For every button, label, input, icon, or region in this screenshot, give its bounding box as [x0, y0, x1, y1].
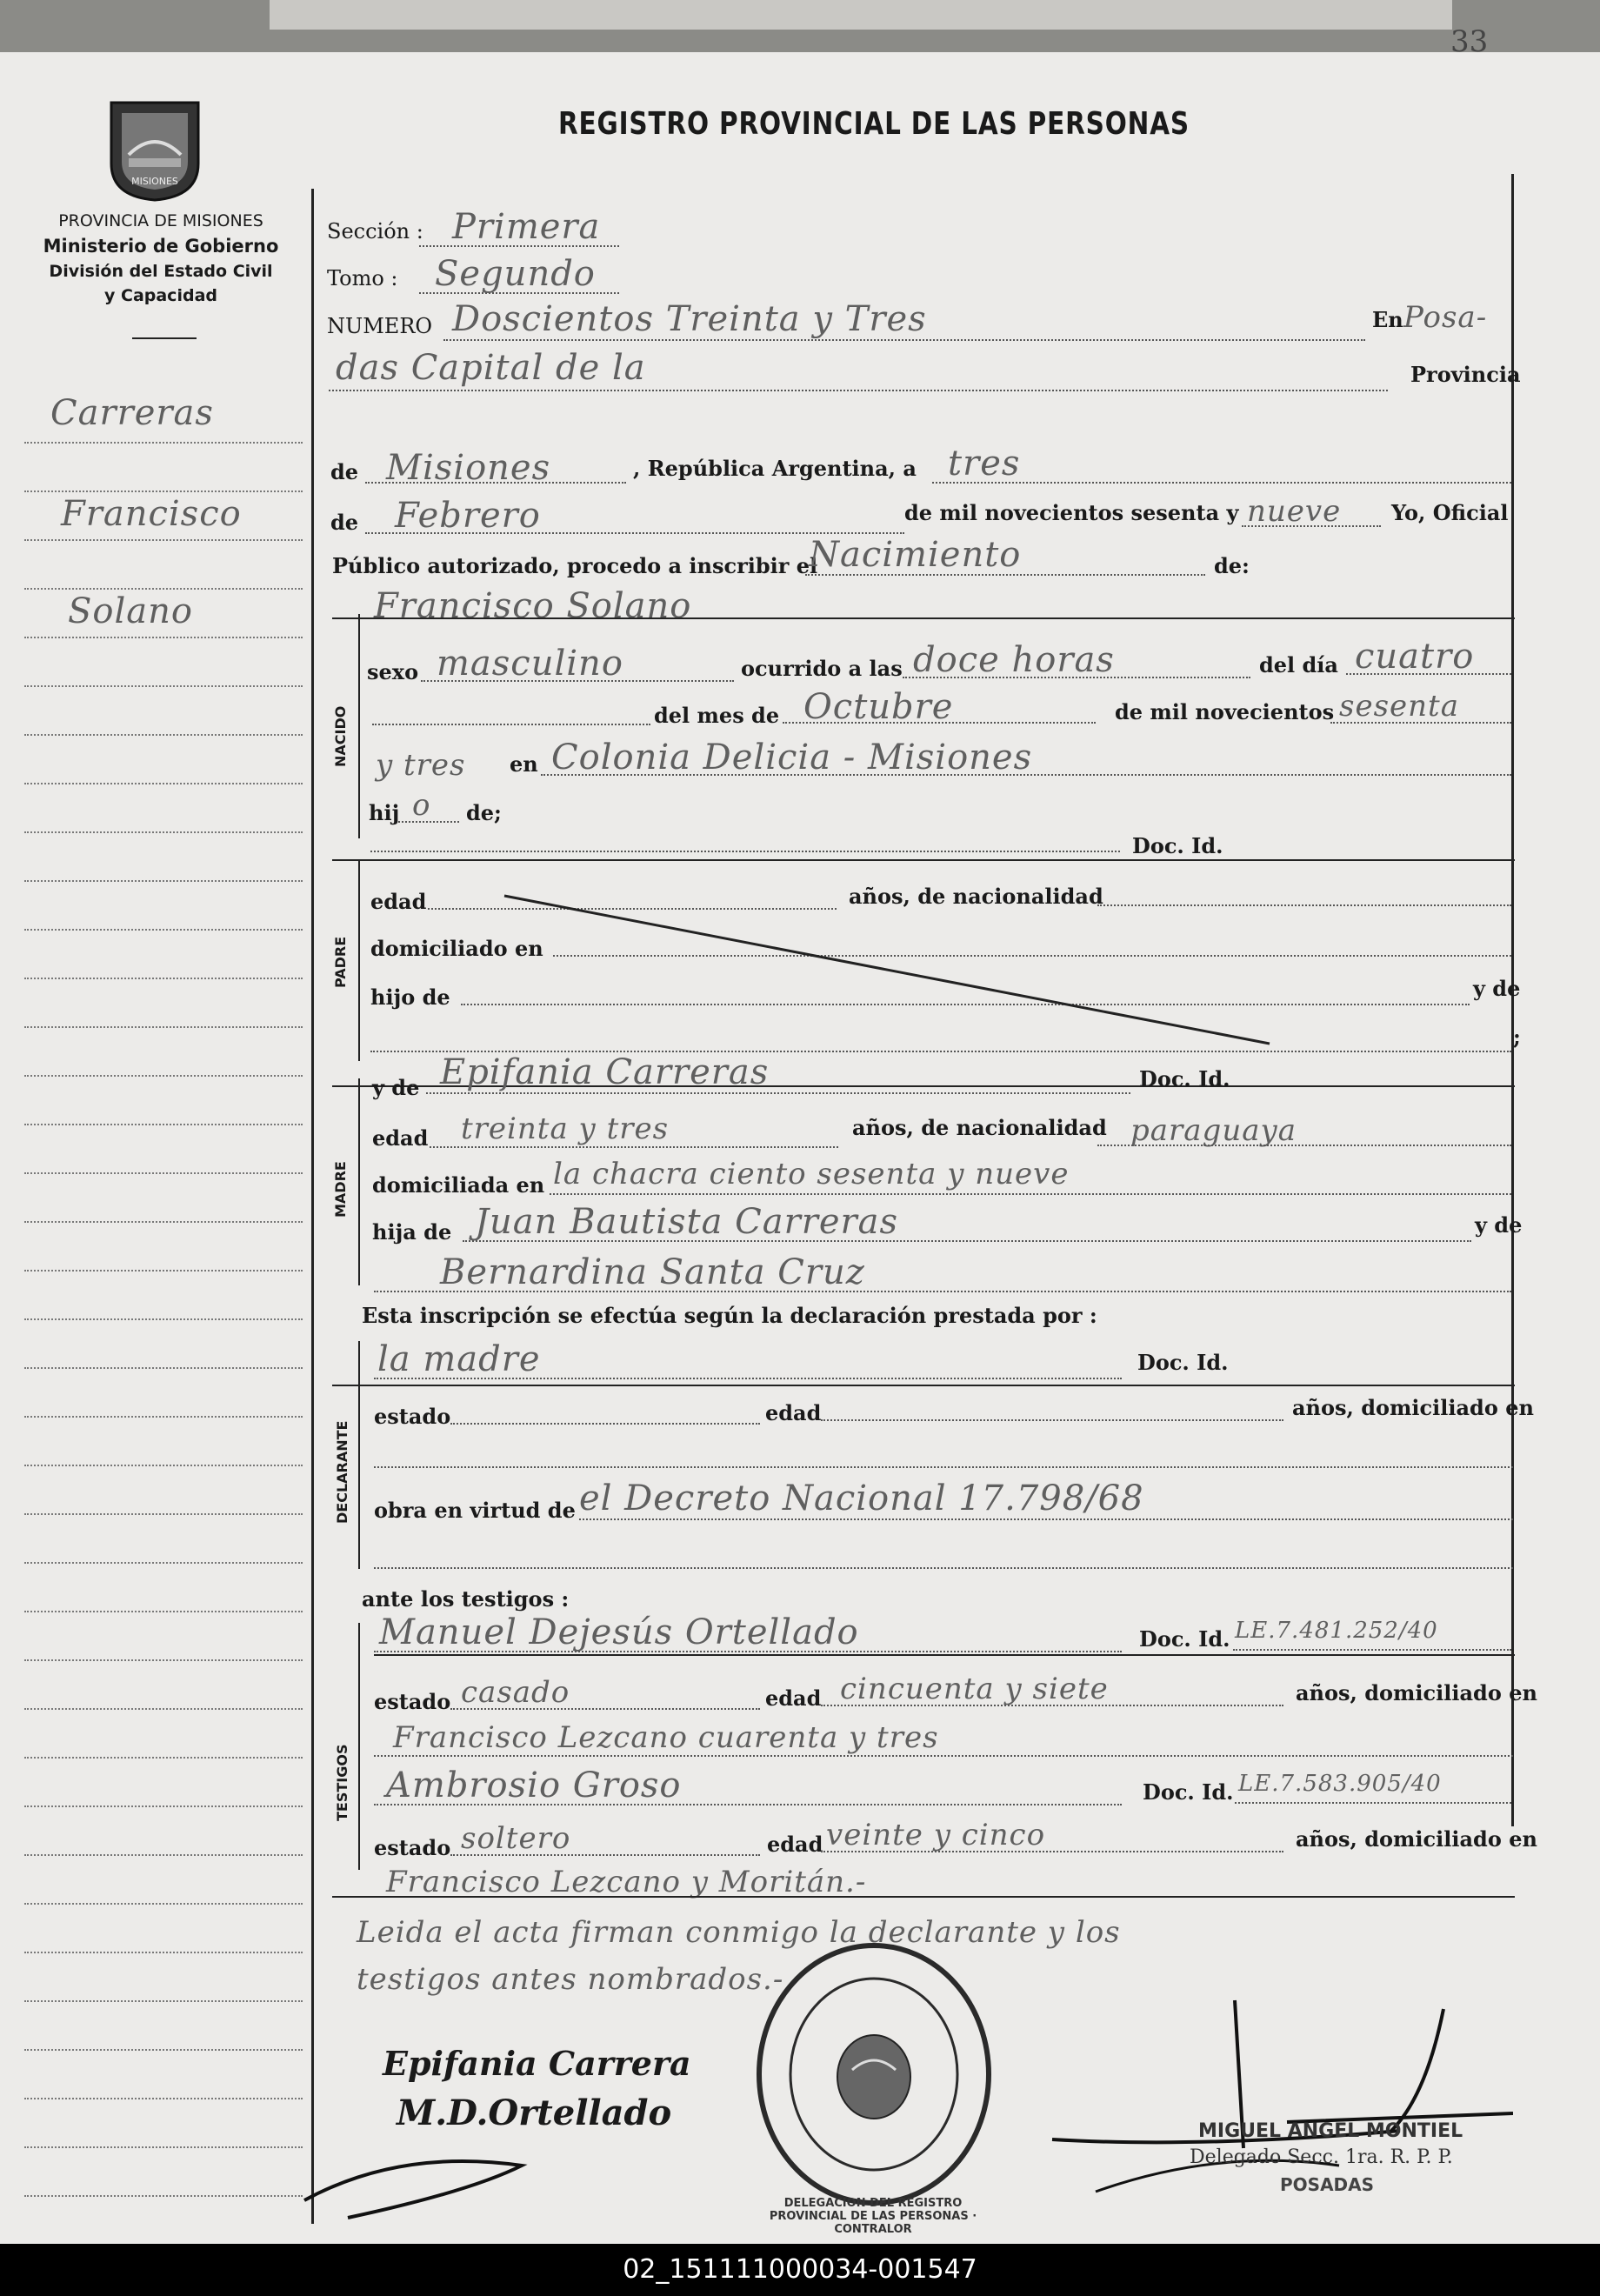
value-nombre: Francisco Solano — [374, 586, 692, 626]
margin-rule-line — [24, 880, 303, 882]
margin-rule-line — [24, 1757, 303, 1759]
label-testigo1-edad: edad — [765, 1685, 822, 1711]
value-declarante: la madre — [377, 1339, 541, 1379]
margin-rule-line — [24, 734, 303, 736]
margin-rule-line — [24, 1562, 303, 1564]
value-en: Posa- — [1403, 300, 1488, 335]
margin-rule-line — [24, 2195, 303, 2197]
padre-strikeout-line — [487, 887, 1287, 1052]
margin-rule-line — [24, 1026, 303, 1028]
label-doc-id-declarante: Doc. Id. — [1137, 1350, 1229, 1375]
value-testigo2: Ambrosio Groso — [386, 1765, 682, 1805]
value-testigo2-edad: veinte y cinco — [826, 1818, 1046, 1852]
value-lugar: das Capital de la — [336, 348, 646, 388]
margin-rule-line — [24, 1416, 303, 1418]
value-anio: nueve — [1247, 494, 1342, 529]
margin-rule-line — [24, 637, 303, 638]
margin-rule-line — [24, 685, 303, 687]
scan-filename: 02_151111000034-001547 — [0, 2244, 1600, 2296]
label-testigo2-estado: estado — [374, 1835, 451, 1860]
value-hora: doce horas — [913, 640, 1115, 680]
label-ocurrido: ocurrido a las — [741, 656, 903, 681]
label-de: de — [330, 459, 359, 484]
label-inscripcion: Esta inscripción se efectúa según la declaración prestada por : — [362, 1303, 1097, 1328]
margin-rule-line — [24, 929, 303, 931]
page-number: 33 — [1450, 24, 1489, 59]
official-city: POSADAS — [1280, 2174, 1375, 2195]
label-republica: , República Argentina, a — [633, 456, 917, 481]
value-testigo1-dom: Francisco Lezcano cuarenta y tres — [393, 1720, 939, 1755]
seal-text: MISIONES — [131, 176, 178, 187]
margin-rule-line — [24, 978, 303, 979]
label-padre-semicolon: ; — [1513, 1025, 1521, 1050]
section-nacido: NACIDO — [332, 705, 349, 767]
value-sexo: masculino — [437, 644, 623, 684]
issuer-line3: División del Estado Civil — [49, 262, 273, 281]
label-declarante-dom: años, domiciliado en — [1292, 1395, 1534, 1420]
margin-rule-line — [24, 831, 303, 833]
label-en: En — [1372, 307, 1403, 332]
value-provincia: Misiones — [386, 448, 551, 488]
margin-rule-line — [24, 2146, 303, 2148]
value-testigo1-edad: cincuenta y siete — [840, 1672, 1109, 1706]
label-padre-nac: años, de nacionalidad — [849, 884, 1103, 909]
official-role: Delegado Secc. 1ra. R. P. P. — [1190, 2146, 1453, 2168]
label-doc-id-testigo2: Doc. Id. — [1143, 1779, 1234, 1805]
value-mes: Febrero — [395, 496, 541, 536]
label-ante-testigos: ante los testigos : — [362, 1586, 570, 1612]
label-seccion: Sección : — [327, 219, 423, 244]
value-hij-suffix: o — [412, 788, 431, 823]
document-title: REGISTRO PROVINCIAL DE LAS PERSONAS — [558, 106, 1190, 142]
label-padre-hijo-de: hijo de — [370, 984, 450, 1010]
label-de-semicolon: de; — [466, 800, 502, 825]
margin-rule-line — [24, 783, 303, 784]
label-de-mes: de — [330, 510, 359, 535]
closing-line1: Leida el acta firman conmigo la declarante y los — [357, 1915, 1121, 1950]
margin-rule-line — [24, 1075, 303, 1077]
margin-rule-line — [24, 1124, 303, 1125]
label-testigo2-edad: edad — [767, 1832, 823, 1857]
label-doc-id-hij: Doc. Id. — [1132, 833, 1223, 858]
provincial-seal-icon — [103, 94, 207, 202]
value-testigo2-dom: Francisco Lezcano y Moritán.- — [386, 1865, 867, 1899]
margin-rule-line — [24, 1708, 303, 1710]
value-mes-nac: Octubre — [803, 687, 954, 727]
issuer-line2: Ministerio de Gobierno — [43, 236, 279, 257]
label-testigo2-dom: años, domiciliado en — [1296, 1826, 1537, 1852]
official-signature — [1026, 1992, 1513, 2209]
issuer-line1: PROVINCIA DE MISIONES — [58, 211, 263, 230]
label-del-mes: del mes de — [654, 703, 780, 728]
value-testigo1-estado: casado — [461, 1675, 570, 1710]
section-padre: PADRE — [332, 936, 349, 988]
value-seccion: Primera — [452, 207, 601, 247]
value-testigo1-doc: LE.7.481.252/40 — [1235, 1618, 1438, 1644]
scanner-top-edge — [0, 0, 1600, 52]
value-madre-nac: paraguaya — [1130, 1113, 1297, 1148]
value-tomo: Segundo — [435, 254, 596, 294]
margin-rule-line — [24, 539, 303, 541]
value-anio-nac1: sesenta — [1339, 689, 1459, 724]
label-obra: obra en virtud de — [374, 1498, 576, 1523]
value-anio-nac2: y tres — [376, 748, 466, 783]
value-madre-madre: Bernardina Santa Cruz — [440, 1252, 865, 1292]
label-testigo1-dom: años, domiciliado en — [1296, 1680, 1537, 1705]
value-lugar-nac: Colonia Delicia - Misiones — [551, 738, 1033, 778]
margin-rule-line — [24, 1903, 303, 1905]
margin-rule-line — [24, 1172, 303, 1174]
label-hij: hij — [369, 800, 400, 825]
label-declarante-edad: edad — [765, 1400, 822, 1425]
label-madre-edad: edad — [372, 1125, 429, 1151]
value-testigo2-estado: soltero — [461, 1821, 571, 1856]
value-acto: Nacimiento — [809, 535, 1022, 575]
margin-rule-line — [24, 1367, 303, 1369]
margin-rule-line — [24, 588, 303, 590]
label-tomo: Tomo : — [327, 266, 398, 290]
margin-rule-line — [24, 1659, 303, 1661]
closing-line2: testigos antes nombrados.- — [357, 1962, 784, 1997]
margin-rule-line — [24, 1318, 303, 1320]
margin-rule-line — [24, 2098, 303, 2099]
value-decreto: el Decreto Nacional 17.798/68 — [579, 1478, 1144, 1518]
label-publico: Público autorizado, procedo a inscribir el — [332, 553, 818, 578]
label-madre-hija-de: hija de — [372, 1219, 452, 1245]
label-de-mil-nov: de mil novecientos — [1115, 699, 1335, 724]
value-testigo2-doc: LE.7.583.905/40 — [1238, 1771, 1442, 1797]
value-dia-nac: cuatro — [1355, 637, 1475, 677]
signature-testigo: M.D.Ortellado — [397, 2092, 672, 2133]
margin-rule-line — [24, 1465, 303, 1466]
label-madre-y-de: y de — [1475, 1212, 1523, 1238]
margin-rule-line — [24, 1513, 303, 1515]
margin-rule-line — [24, 491, 303, 492]
margin-rule-line — [24, 1854, 303, 1856]
value-numero: Doscientos Treinta y Tres — [452, 299, 927, 339]
margin-rule-line — [24, 1270, 303, 1271]
label-padre-y-de: y de — [1473, 976, 1521, 1001]
margin-rule-line — [24, 1952, 303, 1953]
label-padre-edad: edad — [370, 889, 427, 914]
section-declarante: DECLARANTE — [334, 1420, 350, 1524]
issuer-line4: y Capacidad — [104, 286, 217, 305]
label-y-de-madre: y de — [372, 1075, 420, 1100]
margin-rule-line — [24, 442, 303, 444]
label-mil-nov: de mil novecientos sesenta y — [904, 500, 1239, 525]
signature-declarante: Epifania Carrera — [383, 2044, 691, 2083]
label-en-lugar: en — [510, 751, 538, 777]
value-testigo1: Manuel Dejesús Ortellado — [379, 1612, 859, 1652]
value-madre-edad: treinta y tres — [461, 1111, 670, 1146]
margin-rule-line — [24, 2049, 303, 2051]
label-sexo: sexo — [367, 659, 419, 684]
label-de-colon: de: — [1214, 553, 1250, 578]
value-madre-padre: Juan Bautista Carreras — [475, 1202, 899, 1242]
label-padre-domicilio: domiciliado en — [370, 936, 543, 961]
label-doc-id-madre: Doc. Id. — [1139, 1066, 1230, 1091]
value-madre: Epifania Carreras — [440, 1052, 770, 1092]
margin-rule-line — [24, 1221, 303, 1223]
label-numero: NUMERO — [327, 314, 433, 338]
official-stamp-icon — [748, 1939, 1000, 2209]
label-del-dia: del día — [1259, 652, 1338, 677]
section-testigos: TESTIGOS — [334, 1744, 350, 1821]
margin-note-firstname: Francisco — [61, 494, 242, 534]
official-name: MIGUEL ANGEL MONTIEL — [1198, 2120, 1463, 2142]
label-doc-id-testigo1: Doc. Id. — [1139, 1626, 1230, 1652]
label-yo-oficial: Yo, Oficial — [1391, 500, 1509, 525]
margin-rule-line — [24, 2000, 303, 2002]
label-madre-domicilio: domiciliada en — [372, 1172, 545, 1198]
margin-rule-line — [24, 1805, 303, 1807]
value-madre-dom: la chacra ciento sesenta y nueve — [553, 1157, 1070, 1191]
stamp-text: DELEGACION DEL REGISTRO PROVINCIAL DE LAS PERSONAS · CONTRALOR — [769, 2197, 977, 2236]
margin-note-surname: Carreras — [50, 393, 214, 433]
label-declarante-estado: estado — [374, 1404, 451, 1429]
section-madre: MADRE — [332, 1161, 349, 1218]
value-dia: tres — [948, 444, 1021, 484]
margin-rule-line — [24, 1611, 303, 1612]
birth-certificate — [0, 24, 1600, 2244]
label-madre-nac: años, de nacionalidad — [852, 1115, 1107, 1140]
signature-flourish — [296, 2105, 696, 2226]
label-testigo1-estado: estado — [374, 1689, 451, 1714]
label-provincia: Provincia — [1410, 362, 1521, 387]
margin-note-middlename: Solano — [68, 591, 193, 631]
